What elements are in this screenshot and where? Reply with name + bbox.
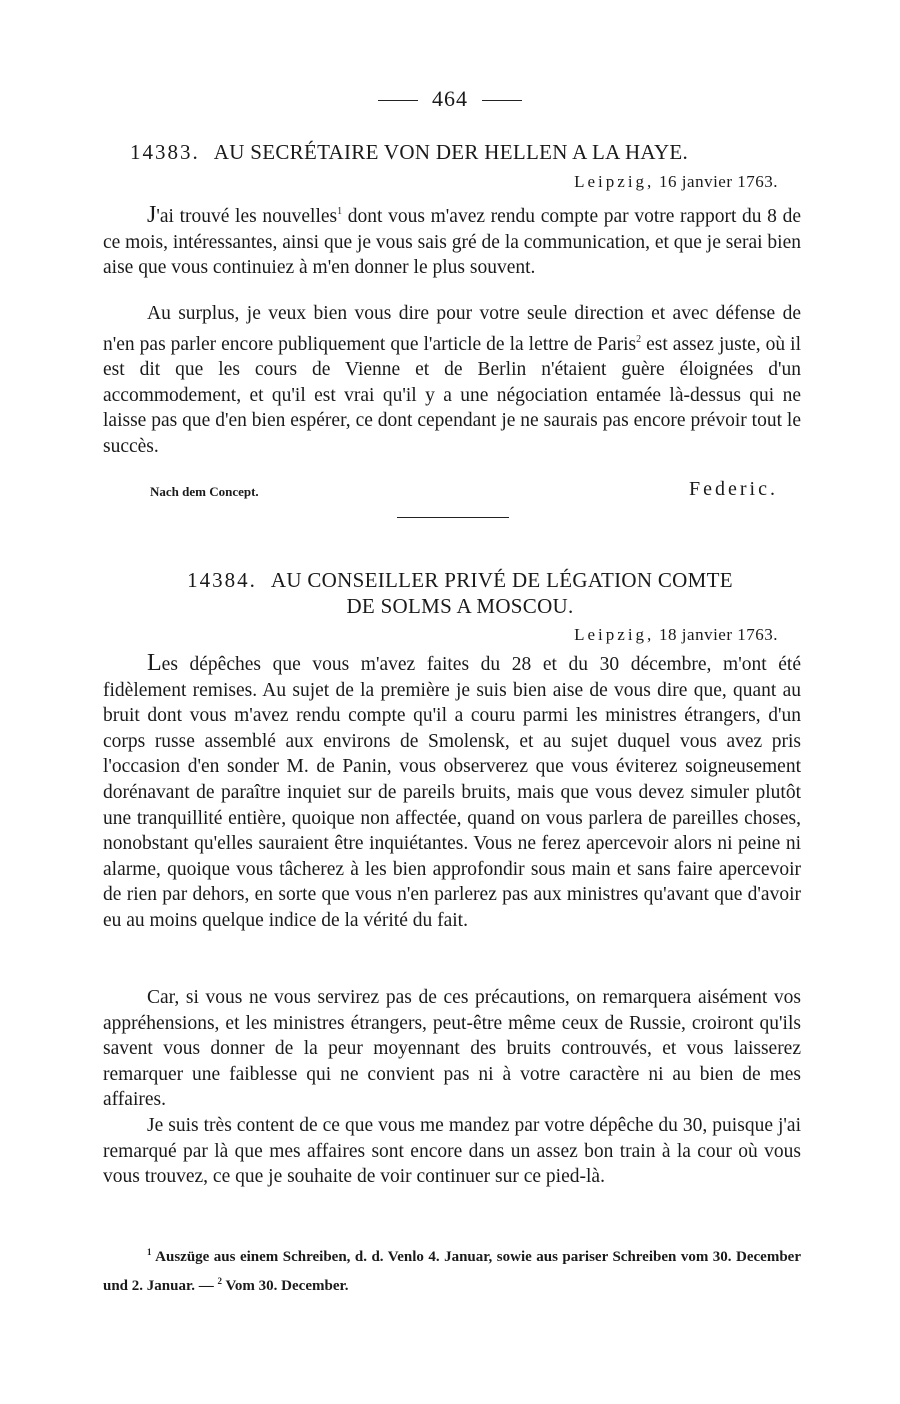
letter1-p2-text-b: est assez juste, où il est dit que les cours de Vienne et de Berlin n'étaient guère éloignées d'un accommodement, et qu'il est vrai qu'il y a une négociation entamée là-dessus qui ne laisse pas que d'en bien espérer, ce dont cependant je ne saurais pas encore prévoir tout le succès. <box>103 333 801 457</box>
letter2-paragraph-1 <box>103 651 801 934</box>
page-number-line <box>0 86 900 112</box>
letter1-dateline <box>574 172 778 192</box>
section-divider <box>397 517 509 518</box>
letter2-title-line2: DE SOLMS A MOSCOU. <box>346 594 574 618</box>
footnote-1-text: Auszüge aus einem Schreiben, d. d. Venlo 4. Januar, sowie aus pariser Schreiben vom 30. December und 2. Januar. — <box>103 1249 801 1294</box>
letter2-number: 14384. <box>187 568 257 592</box>
letter2-place: Leipzig, <box>574 625 655 644</box>
letter1-date: 16 janvier 1763. <box>659 172 778 191</box>
footnote-ref-2: 2 <box>636 333 642 345</box>
letter2-paragraph-3: Je suis très content de ce que vous me mandez par votre dépêche du 30, puisque j'ai remarqué par là que mes affaires sont encore dans un assez bon train à la cour où vous vous trouvez, ce que je souhaite de voir continuer sur ce pied-là. <box>103 1115 801 1188</box>
letter1-title: AU SECRÉTAIRE VON DER HELLEN A LA HAYE. <box>213 140 689 164</box>
footnote-2-mark: 2 <box>217 1276 222 1286</box>
signature: Federic. <box>689 478 778 500</box>
letter1-p1-text-a: 'ai trouvé les nouvelles <box>156 206 338 227</box>
letter2-initial: L <box>147 650 162 676</box>
footnote-2-text: Vom 30. December. <box>222 1278 349 1294</box>
source-note: Nach dem Concept. <box>150 484 259 499</box>
letter1-place: Leipzig, <box>574 172 655 191</box>
letter1-paragraph-1 <box>103 199 801 281</box>
letter2-p1-text: es dépêches que vous m'avez faites du 28 et du 30 décembre, m'ont été fidèlement remises. Au sujet de la première je suis bien aise de vous dire que, quant au bruit dont vous m'avez rendu compte qu'il a couru parmi les ministres étrangers, d'un corps russe assemblé aux environs de Smolensk, et au sujet duquel vous avez pris l'occasion d'en sonder M. de Panin, vous observerez que vous éviterez soigneusement dorénavant de paraître inquiet sur de pareils bruits, mais que vous devez simuler plutôt une tranquillité entière, quoique non affectée, quand on vous parlera de pareilles choses, nonobstant qu'elles sauraient être inquiétantes. Vous ne ferez apercevoir alors ni peine ni alarme, quoique vous tâcherez à les bien approfondir sous main et sans faire apercevoir de rien par dehors, en sorte que vous n'en parlerez pas aux ministres qu'avant que d'avoir eu au moins quelque indice de la vérité du fait. <box>103 654 801 931</box>
letter1-heading <box>130 139 810 165</box>
page-number-dash-right <box>482 100 522 101</box>
letter1-p1-text-b: dont vous m'avez rendu compte par votre rapport du 8 de ce mois, intéressantes, ainsi que je vous sais gré de la communication, et que je serai bien aise que vous continuiez à m'en donner le plus souvent. <box>103 206 802 279</box>
letter1-paragraph-2 <box>103 301 801 460</box>
letter1-p2-text-a: Au surplus, je veux bien vous dire pour votre seule direction et avec défense de n'en pas parler encore publiquement que l'article de la lettre de Paris <box>103 303 801 355</box>
letter2-dateline <box>574 625 778 645</box>
letter1-initial: J <box>147 202 157 228</box>
footnotes <box>103 1240 801 1298</box>
letter2-date: 18 janvier 1763. <box>659 625 778 644</box>
letter1-number: 14383. <box>130 140 200 164</box>
footnote-1 <box>103 1240 801 1298</box>
letter2-title-line1: AU CONSEILLER PRIVÉ DE LÉGATION COMTE <box>270 568 733 592</box>
letter2-heading <box>120 567 800 619</box>
page-number: 464 <box>432 86 468 111</box>
letter2-heading-line1 <box>120 567 800 593</box>
letter2-paragraph-2: Car, si vous ne vous servirez pas de ces précautions, on remarquera aisément vos appréhensions, et les ministres étrangers, peut-être même ceux de Russie, croiront qu'ils savent vous donner de la peur moyennant des bruits controuvés, et vous laisserez remarquer une faiblesse qui ne convient pas ni à votre caractère ni au bien de mes affaires. <box>103 987 801 1111</box>
page-number-dash-left <box>378 100 418 101</box>
footnote-1-mark: 1 <box>147 1247 152 1257</box>
footnote-ref-1: 1 <box>337 206 343 217</box>
